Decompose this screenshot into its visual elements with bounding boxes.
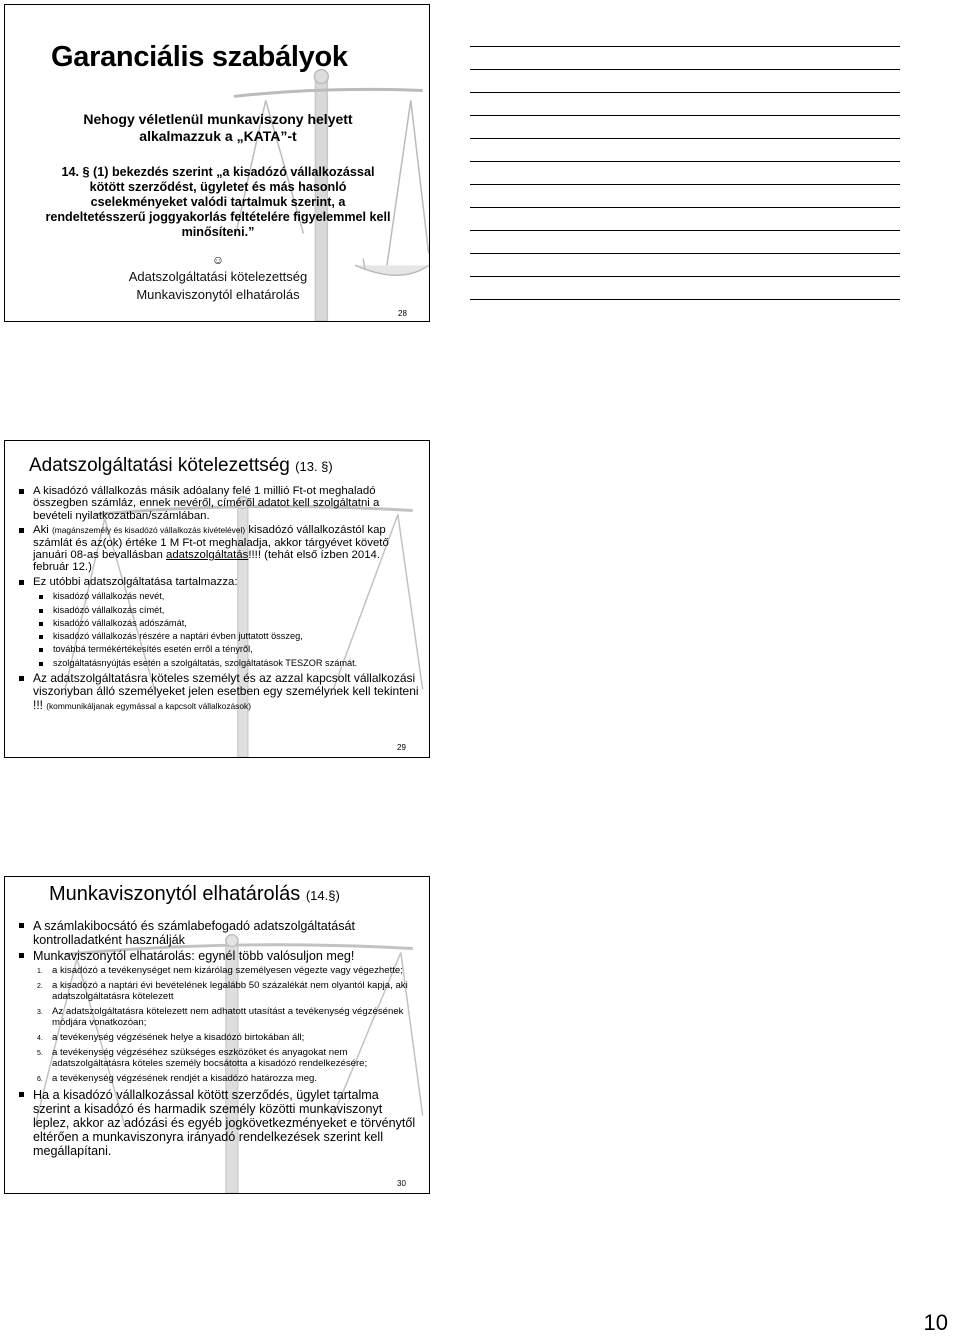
page-number: 10 xyxy=(923,1310,948,1335)
law-quote: 14. § (1) bekezdés szerint „a kisadózó vállalkozással kötött szerződést, ügyletet és más hasonló cselekményeket valódi tartalmuk szerint, a rendeltetésszerű joggyakorlás feltételére figyelemmel kell minősíteni.” xyxy=(45,165,391,239)
bullet-item: Munkaviszonytól elhatárolás: egynél több valósuljon meg! 1. a kisadózó a tevékenységet nem kizárólag személyesen végezte vagy végezhette; 2. a kisadózó a naptári évi bevételének legalább 50 százalékát nem olyantól kapja, aki adatszolgáltatásra kötelezett 3. Az adatszolgáltatásra kötelezett nem adhatott utasítást a tevékenység végzésének módjára vonatkozóan; 4. a tevékenység végzésének helye a kisadózó birtokában áll; 5. a tevékenység végzéséhez szükséges eszközöket és anyagokat nem adatszolgáltatásra köteles személy bocsátotta a kisadózó rendelkezésére; 6. a tevékenység végzésének rendjét a kisadózó határozza meg. xyxy=(19,949,419,1084)
numbered-item: 3. Az adatszolgáltatásra kötelezett nem adhatott utasítást a tevékenység végzésének módjára vonatkozóan; xyxy=(37,1005,404,1029)
topic-data-reporting: Adatszolgáltatási kötelezettség xyxy=(128,269,308,284)
slide-29 xyxy=(4,440,430,758)
slide-number: 30 xyxy=(397,1179,406,1188)
slide-30 xyxy=(4,876,430,1194)
sub-list xyxy=(39,590,419,670)
bullet-item: Aki (magánszemély és kisadózó vállalkozás kivételével) kisadózó vállalkozástól kap számlát és az(ok) értéke 1 M Ft-ot meghaladja, akkor tárgyévet követő januári 08-as bevallásban adatszolgáltatás!!!! (tehát első ízben 2014. február 12.) xyxy=(19,524,419,574)
numbered-item: 4. a tevékenység végzésének helye a kisadózó birtokában áll; xyxy=(37,1031,305,1043)
slide-title: Adatszolgáltatási kötelezettség (13. §) xyxy=(29,455,333,476)
bullet-list xyxy=(19,919,419,1160)
bullet-item: A kisadózó vállalkozás másik adóalany felé 1 millió Ft-ot meghaladó összegben számláz, ennek nevéről, címéről adatot kell szolgáltatni a bevételi nyilatkozatban/számlában. xyxy=(19,485,419,522)
sub-item: kisadózó vállalkozás részére a naptári évben juttatott összeg, xyxy=(39,630,419,643)
bullet-item: Az adatszolgáltatásra köteles személyt és az azzal kapcsolt vállalkozási viszonyban álló személyeket jelen esetben egy személynek kell tekinteni !!! (kommunikáljanak egymással a kapcsolt vállalkozások) xyxy=(19,672,419,712)
sub-item: szolgáltatásnyújtás esetén a szolgáltatás, szolgáltatások TESZOR számát. xyxy=(39,657,419,670)
slide-subtitle: Nehogy véletlenül munkaviszony helyett alkalmazzuk a „KATA”-t xyxy=(83,111,353,144)
numbered-item: 1. a kisadózó a tevékenységet nem kizárólag személyesen végezte vagy végezhette; xyxy=(37,965,403,976)
topic-list xyxy=(5,268,430,304)
slide-title: Garanciális szabályok xyxy=(51,41,348,73)
smiley-icon: ☺ xyxy=(211,253,225,267)
bullet-item: A számlakibocsátó és számlabefogadó adatszolgáltatását kontrolladatként használják xyxy=(19,919,419,947)
slide-number: 28 xyxy=(398,309,407,318)
slide-title: Munkaviszonytól elhatárolás (14.§) xyxy=(49,883,340,905)
numbered-item: 6. a tevékenység végzésének rendjét a kisadózó határozza meg. xyxy=(37,1072,318,1084)
sub-item: kisadózó vállalkozás adószámát, xyxy=(39,617,419,630)
bullet-list xyxy=(19,485,419,714)
sub-item: továbbá termékértékesítés esetén erről a tényről, xyxy=(39,643,419,656)
bullet-item: Ha a kisadózó vállalkozással kötött szerződés, ügylet tartalma szerint a kisadózó és harmadik személy közötti munkaviszonyt leplez, akkor az adózási és egyéb jogkövetkezményeket e törvénytől eltérően a munkaviszonyra irányadó rendelkezések szerint kell megállapítani. xyxy=(19,1088,419,1158)
numbered-list xyxy=(33,965,419,1084)
sub-item: kisadózó vállalkozás nevét, xyxy=(39,590,419,603)
bullet-item: Ez utóbbi adatszolgáltatása tartalmazza: kisadózó vállalkozás nevét, kisadózó vállalkozás címét, kisadózó vállalkozás adószámát, kisadózó vállalkozás részére a naptári évben juttatott összeg, továbbá termékértékesítés esetén erről a tényről, szolgáltatásnyújtás esetén a szolgáltatás, szolgáltatások TESZOR számát. xyxy=(19,576,419,670)
sub-item: kisadózó vállalkozás címét, xyxy=(39,604,419,617)
slide-number: 29 xyxy=(397,743,406,752)
numbered-item: 2. a kisadózó a naptári évi bevételének legalább 50 százalékát nem olyantól kapja, aki adatszolgáltatásra kötelezett xyxy=(37,979,408,1003)
numbered-item: 5. a tevékenység végzéséhez szükséges eszközöket és anyagokat nem adatszolgáltatásra köteles személy bocsátotta a kisadózó rendelkezésére; xyxy=(37,1046,368,1070)
topic-employment-distinction: Munkaviszonytól elhatárolás xyxy=(136,287,300,302)
slide-28 xyxy=(4,4,430,322)
